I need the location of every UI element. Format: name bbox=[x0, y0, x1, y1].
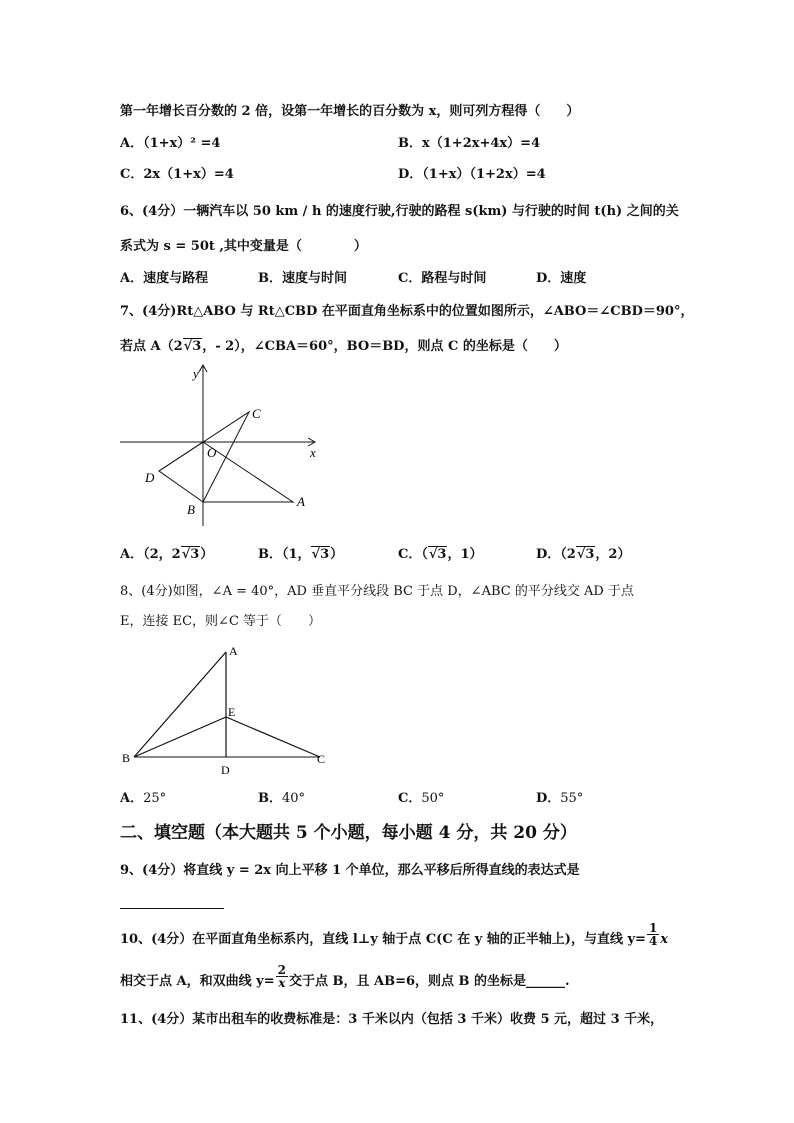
q7-stem-line2: 若点 A（2√3，- 2），∠CBA＝60°，BO＝BD，则点 C 的坐标是（ ） bbox=[120, 339, 567, 354]
q8-label-e: E bbox=[228, 705, 236, 719]
q8-stem-line1: 8、(4分)如图，∠A = 40°，AD 垂直平分线段 BC 于点 D，∠ABC 的平分线交 AD 于点 bbox=[120, 584, 634, 599]
q5-option-c: C．2x（1+x）=4 bbox=[120, 167, 234, 182]
q10-stem-line2: 相交于点 A，和双曲线 y= $\frac{2}{x}$ 交于点 B，且 AB=6，则点 B 的坐标是______. bbox=[120, 963, 570, 990]
q8-option-a: A．25° bbox=[120, 791, 167, 806]
q7-label-y: y bbox=[193, 366, 199, 381]
q8-label-c: C bbox=[317, 752, 326, 766]
q8-option-c: C．50° bbox=[398, 791, 445, 806]
q5-option-b: B．x（1+2x+4x）=4 bbox=[398, 136, 541, 151]
q7-label-b: B bbox=[187, 502, 195, 517]
q6-option-a: A．速度与路程 bbox=[120, 271, 209, 286]
q5-option-a: A．（1+x）² =4 bbox=[120, 136, 221, 151]
q8-segment-ec bbox=[226, 717, 320, 757]
q7-stem-line1: 7、(4分)Rt△ABO 与 Rt△CBD 在平面直角坐标系中的位置如图所示，∠ABO＝∠CBD＝90°， bbox=[120, 304, 694, 319]
q8-stem-line2: E，连接 EC，则∠C 等于（ ） bbox=[120, 614, 322, 629]
q9-answer-blank bbox=[120, 908, 224, 909]
q6-option-b: B．速度与时间 bbox=[258, 271, 348, 286]
q10-stem-line1: 10、(4分）在平面直角坐标系内，直线 l⊥y 轴于点 C(C 在 y 轴的正半轴上)，与直线 y= $\frac{1}{4}$ x bbox=[120, 921, 669, 948]
q8-option-d: D．55° bbox=[536, 791, 584, 806]
q6-stem-line2: 系式为 s = 50t ,其中变量是（ ） bbox=[120, 239, 367, 254]
q7-label-a: A bbox=[297, 494, 305, 509]
q7-option-d: D．（2√3，2） bbox=[536, 547, 631, 562]
q8-label-b: B bbox=[122, 751, 131, 765]
q8-label-d: D bbox=[221, 763, 230, 777]
q7-triangle-abo bbox=[203, 442, 293, 502]
q8-figure bbox=[120, 640, 335, 780]
q7-segment-do bbox=[159, 442, 203, 471]
q11-stem: 11、(4分）某市出租车的收费标准是：3 千米以内（包括 3 千米）收费 5 元，超过 3 千米， bbox=[120, 1012, 664, 1027]
q6-option-c: C．路程与时间 bbox=[398, 271, 487, 286]
q7-label-x: x bbox=[310, 445, 316, 460]
q7-triangle-cbd bbox=[159, 412, 249, 502]
q7-figure bbox=[115, 360, 325, 530]
q8-segment-ab bbox=[134, 652, 226, 757]
q6-option-d: D．速度 bbox=[536, 271, 587, 286]
q7-option-c: C．（√3，1） bbox=[398, 547, 483, 562]
q8-label-a: A bbox=[229, 644, 238, 658]
q7-label-c: C bbox=[252, 406, 261, 421]
section-2-title: 二、填空题（本大题共 5 个小题，每小题 4 分，共 20 分） bbox=[120, 823, 577, 843]
q7-option-a: A．（2，2√3） bbox=[120, 547, 214, 562]
q5-stem: 第一年增长百分数的 2 倍，设第一年增长的百分数为 x，则可列方程得（ ） bbox=[120, 104, 580, 119]
q9-stem: 9、(4分）将直线 y = 2x 向上平移 1 个单位，那么平移后所得直线的表达式是 bbox=[120, 863, 580, 878]
q8-segment-be bbox=[134, 717, 226, 757]
q6-stem-line1: 6、(4分）一辆汽车以 50 km / h 的速度行驶,行驶的路程 s(km) 与行驶的时间 t(h) 之间的关 bbox=[120, 204, 679, 219]
q7-option-b: B．（1，√3） bbox=[258, 547, 344, 562]
q5-option-d: D．（1+x）（1+2x）=4 bbox=[398, 167, 546, 182]
q8-option-b: B．40° bbox=[258, 791, 306, 806]
q7-label-o: O bbox=[207, 445, 217, 460]
q7-label-d: D bbox=[145, 470, 155, 485]
